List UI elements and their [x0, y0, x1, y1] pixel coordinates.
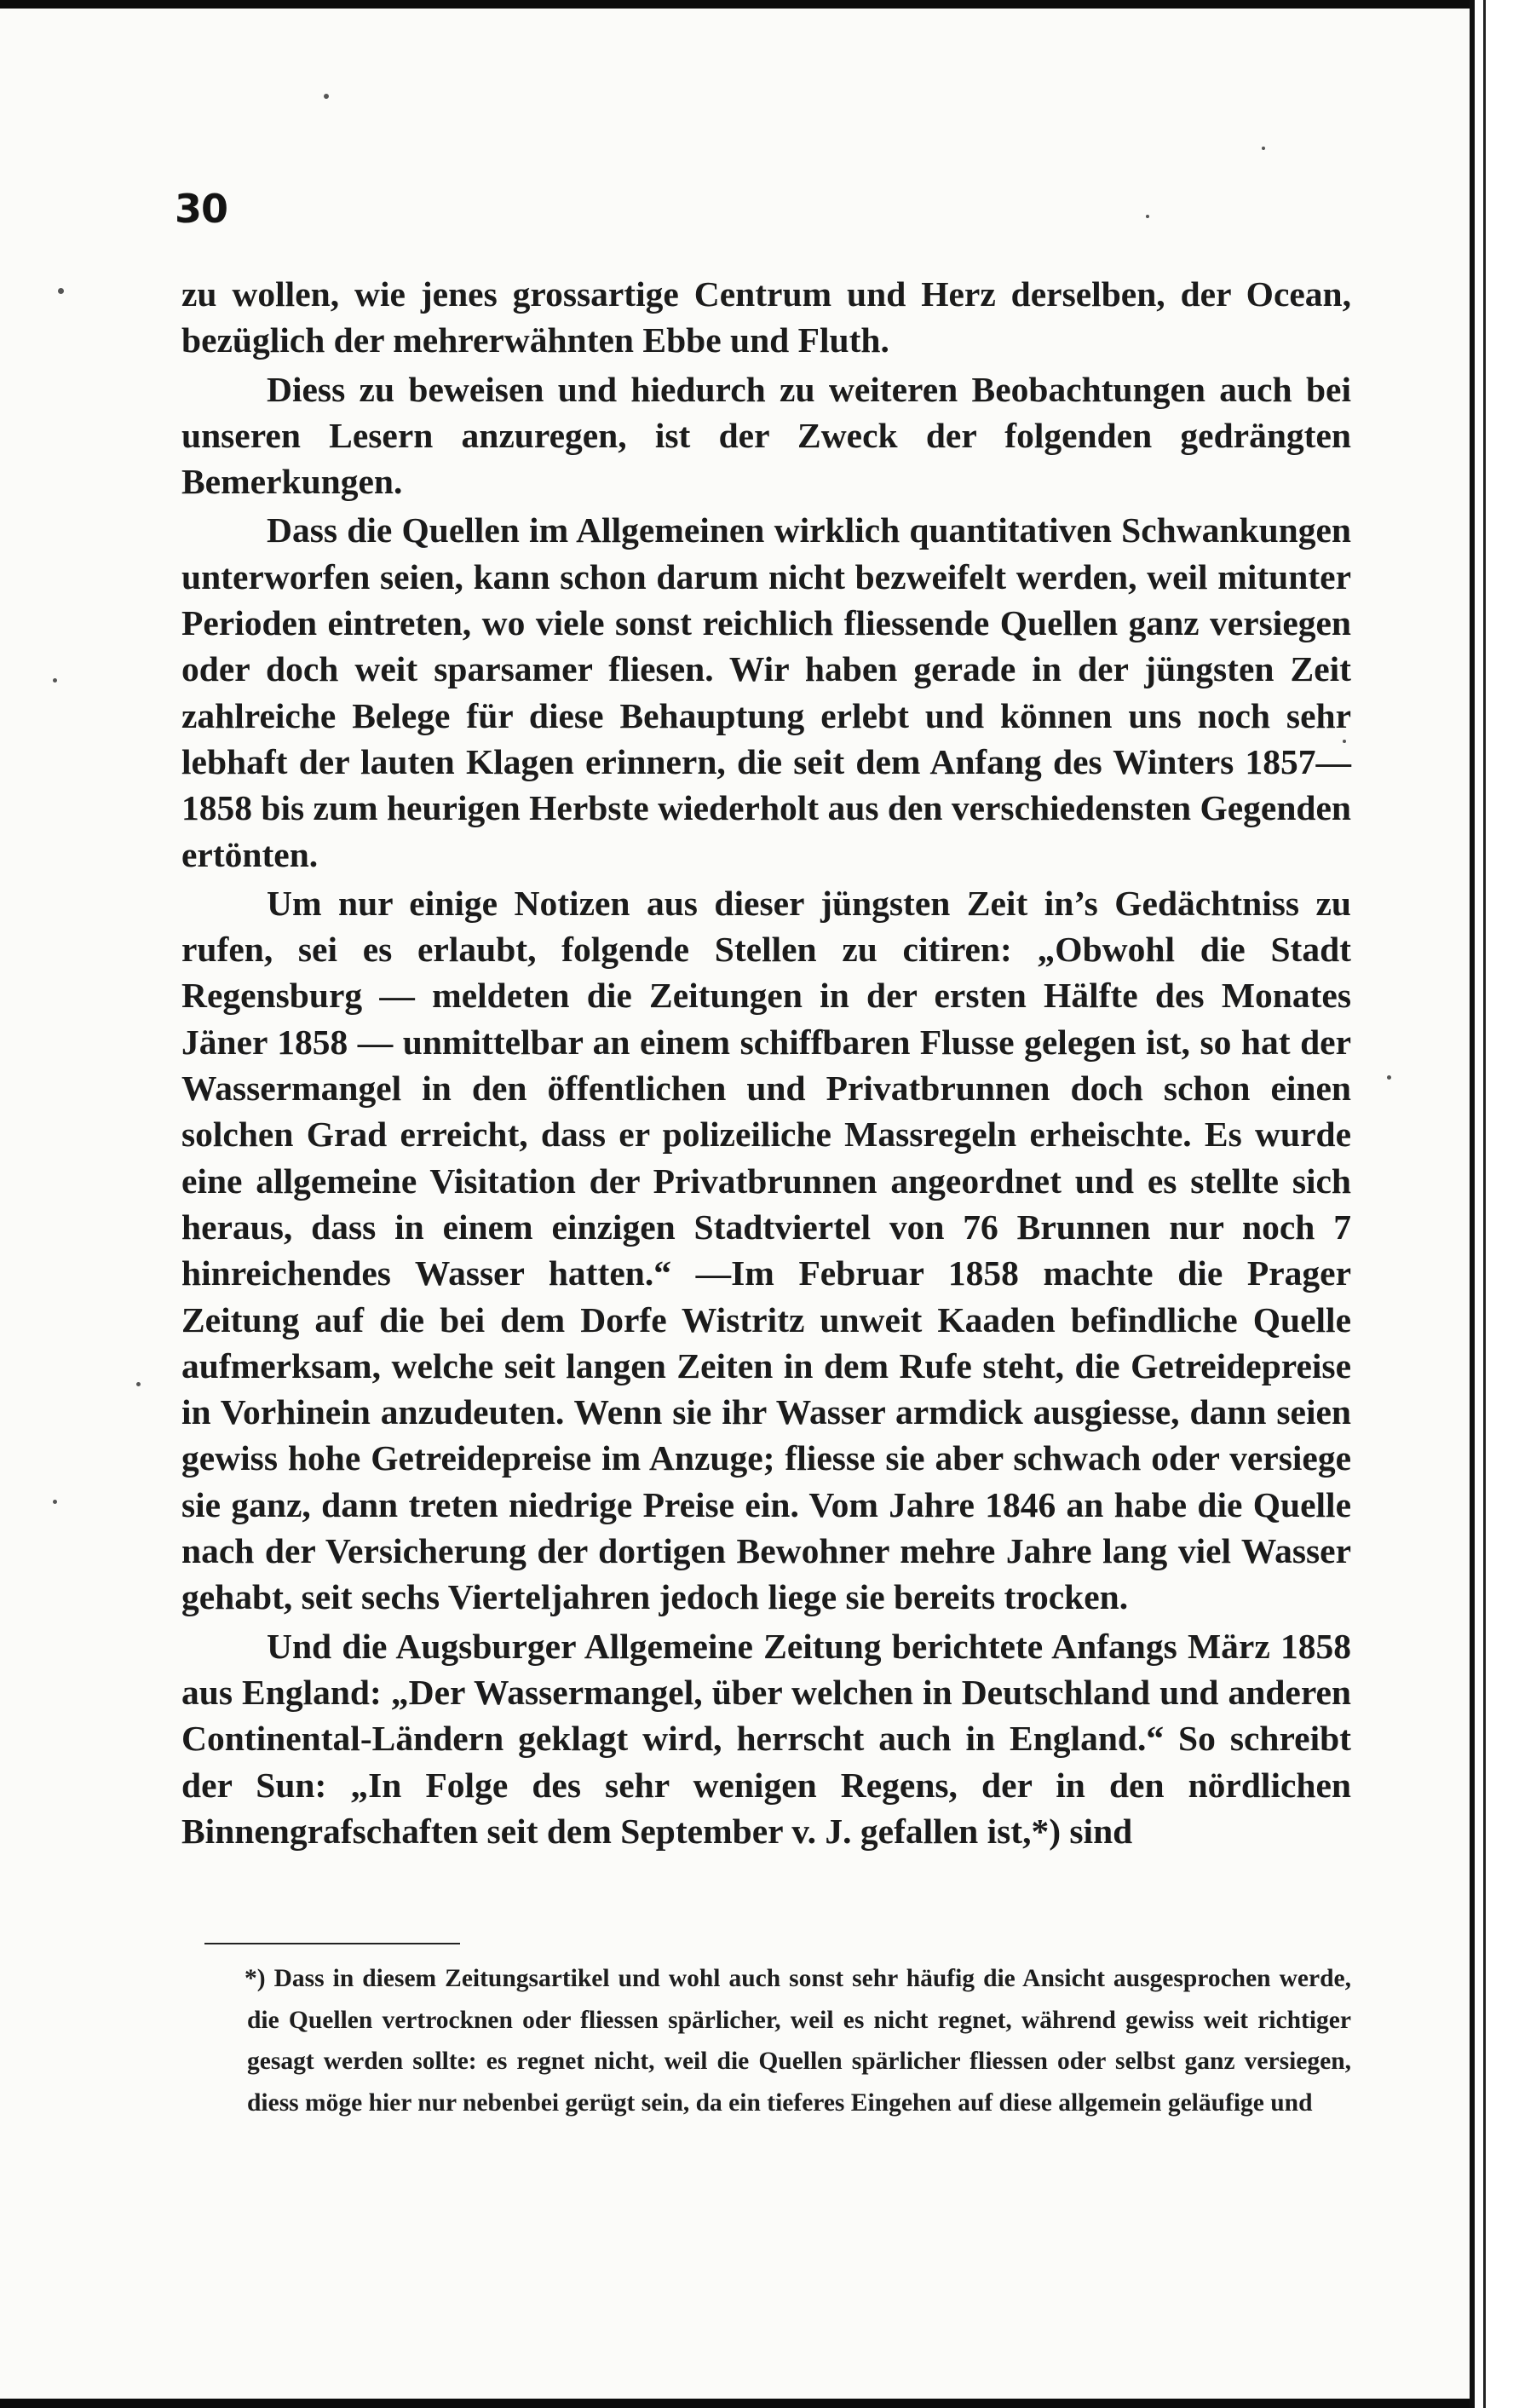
- print-speck: [1146, 215, 1149, 218]
- page-number: 30: [175, 186, 228, 232]
- page-edge-line: [1483, 0, 1486, 2408]
- book-page: [0, 9, 1470, 2399]
- footnote-divider: [204, 1943, 460, 1944]
- footnote: *) Dass in diesem Zeitungsartikel und wohl auch sonst sehr häufig die Ansicht ausgesprochen werde, die Quellen vertrocknen oder fliessen spärlicher, weil es nicht regnet, während gewiss weit richtiger gesagt werden sollte: es regnet nicht, weil die Quellen spärlicher fliessen oder selbst ganz versiegen, diess möge hier nur nebenbei gerügt sein, da ein tieferes Eingehen auf diese allgemein geläufige und: [245, 1965, 1351, 2117]
- body-text: [181, 271, 1351, 1854]
- print-speck: [324, 94, 329, 99]
- print-speck: [53, 678, 57, 683]
- print-speck: [58, 288, 64, 294]
- paragraph: Um nur einige Notizen aus dieser jüngsten Zeit in’s Gedächtniss zu rufen, sei es erlaubt, folgende Stellen zu citiren: „Obwohl die Stadt Regensburg — meldeten die Zeitungen in der ersten Hälfte des Monates Jäner 1858 — unmittelbar an einem schiffbaren Flusse gelegen ist, so hat der Wassermangel in den öffentlichen und Privatbrunnen doch schon einen solchen Grad erreicht, dass er polizeiliche Massregeln erheischte. Es wurde eine allgemeine Visitation der Privatbrunnen angeordnet und es stellte sich heraus, dass in einem einzigen Stadtviertel von 76 Brunnen nur noch 7 hinreichendes Wasser hatten.“ —Im Februar 1858 machte die Prager Zeitung auf die bei dem Dorfe Wistritz unweit Kaaden befindliche Quelle aufmerksam, welche seit langen Zeiten in dem Rufe steht, die Getreidepreise in Vorhinein anzudeuten. Wenn sie ihr Wasser armdick ausgiesse, dann seien gewiss hohe Getreidepreise im Anzuge; fliesse sie aber schwach oder versiege sie ganz, dann treten niedrige Preise ein. Vom Jahre 1846 an habe die Quelle nach der Versicherung der dortigen Bewohner mehre Jahre lang viel Wasser gehabt, seit sechs Vierteljahren jedoch liege sie bereits trocken.: [181, 883, 1351, 1617]
- paragraph: Diess zu beweisen und hiedurch zu weiteren Beobachtungen auch bei unseren Lesern anzuregen, ist der Zweck der folgenden gedrängten Bemerkungen.: [181, 369, 1351, 502]
- print-speck: [1262, 147, 1265, 150]
- print-speck: [136, 1382, 141, 1386]
- paragraph: zu wollen, wie jenes grossartige Centrum und Herz derselben, der Ocean, bezüglich der mehrerwähnten Ebbe und Fluth.: [181, 274, 1351, 360]
- paragraph: Und die Augsburger Allgemeine Zeitung berichtete Anfangs März 1858 aus England: „Der Wassermangel, über welchen in Deutschland und anderen Continental-Ländern geklagt wird, herrscht auch in England.“ So schreibt der Sun: „In Folge des sehr wenigen Regens, der in den nördlichen Binnengrafschaften seit dem September v. J. gefallen ist,*) sind: [181, 1626, 1351, 1851]
- print-speck: [1387, 1075, 1391, 1080]
- paragraph: Dass die Quellen im Allgemeinen wirklich quantitativen Schwankungen unterworfen seien, kann schon darum nicht bezweifelt werden, weil mitunter Perioden eintreten, wo viele sonst reichlich fliessende Quellen ganz versiegen oder doch weit sparsamer fliesen. Wir haben gerade in der jüngsten Zeit zahlreiche Belege für diese Behauptung erlebt und können uns noch sehr lebhaft der lauten Klagen erinnern, die seit dem Anfang des Winters 1857—1858 bis zum heurigen Herbste wiederholt aus den verschiedensten Gegenden ertönten.: [181, 510, 1351, 874]
- print-speck: [53, 1500, 57, 1504]
- adjacent-page-edge: [1470, 0, 1519, 2408]
